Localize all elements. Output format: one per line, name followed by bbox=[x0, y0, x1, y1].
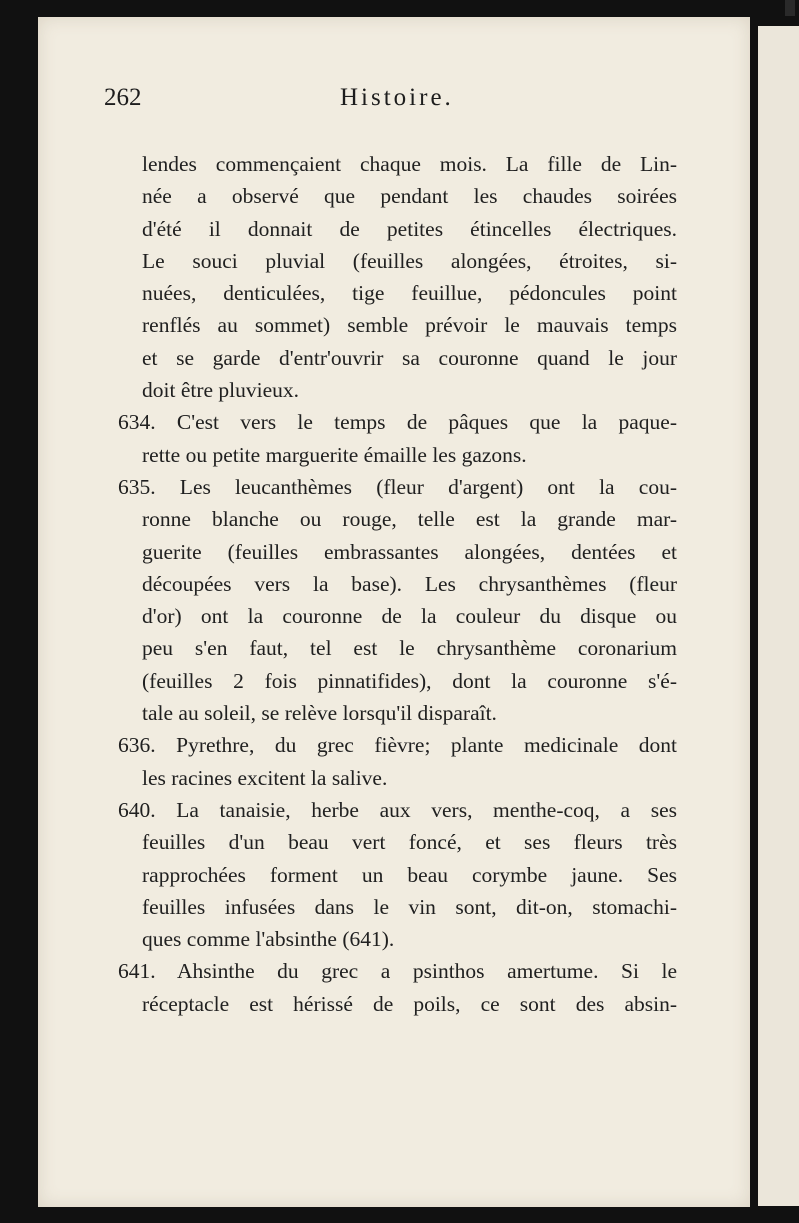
text-line: ques comme l'absinthe (641). bbox=[142, 927, 395, 952]
text-line: peu s'en faut, tel est le chrysanthème coronarium bbox=[142, 636, 677, 661]
text-line: les racines excitent la salive. bbox=[142, 765, 388, 790]
text-line: d'or) ont la couronne de la couleur du disque ou bbox=[142, 604, 677, 629]
running-title: Histoire. bbox=[340, 84, 454, 111]
text-line: tale au soleil, se relève lorsqu'il disparaît. bbox=[142, 701, 497, 726]
paragraph-634: 634. C'est vers le temps de pâques que la paque- bbox=[118, 410, 677, 435]
text-line: (feuilles 2 fois pinnatifides), dont la couronne s'é- bbox=[142, 668, 677, 693]
text-line: nuées, denticulées, tige feuillue, pédoncules point bbox=[142, 281, 677, 306]
text-line: née a observé que pendant les chaudes soirées bbox=[142, 184, 677, 209]
text-line: réceptacle est hérissé de poils, ce sont des absin- bbox=[142, 991, 677, 1016]
text-line: rette ou petite marguerite émaille les gazons. bbox=[142, 442, 527, 467]
text-line: doit être pluvieux. bbox=[142, 378, 300, 403]
text-line: guerite (feuilles embrassantes alongées, dentées et bbox=[142, 539, 677, 564]
body-text bbox=[118, 148, 677, 1020]
text-line: rapprochées forment un beau corymbe jaune. Ses bbox=[142, 862, 677, 887]
paragraph-635: 635. Les leucanthèmes (fleur d'argent) ont la cou- bbox=[118, 474, 677, 499]
page-header bbox=[104, 84, 624, 124]
text-line: ronne blanche ou rouge, telle est la grande mar- bbox=[142, 507, 677, 532]
text-line: découpées vers la base). Les chrysanthèmes (fleur bbox=[142, 571, 677, 596]
facing-page-edge bbox=[758, 26, 799, 1206]
text-line: feuilles d'un beau vert foncé, et ses fleurs très bbox=[142, 830, 677, 855]
text-line: feuilles infusées dans le vin sont, dit-on, stomachi- bbox=[142, 894, 677, 919]
text-line: renflés au sommet) semble prévoir le mauvais temps bbox=[142, 313, 677, 338]
text-line: lendes commençaient chaque mois. La fille de Lin- bbox=[142, 152, 677, 176]
corner-mark bbox=[785, 0, 795, 16]
page-number: 262 bbox=[104, 84, 142, 111]
paragraph-641: 641. Ahsinthe du grec a psinthos amertume. Si le bbox=[118, 959, 677, 984]
text-line: Le souci pluvial (feuilles alongées, étroites, si- bbox=[142, 248, 677, 273]
paragraph-636: 636. Pyrethre, du grec fièvre; plante medicinale dont bbox=[118, 733, 677, 758]
paragraph-640: 640. La tanaisie, herbe aux vers, menthe-coq, a ses bbox=[118, 797, 677, 822]
text-line: d'été il donnait de petites étincelles électriques. bbox=[142, 216, 677, 241]
text-line: et se garde d'entr'ouvrir sa couronne quand le jour bbox=[142, 345, 677, 370]
